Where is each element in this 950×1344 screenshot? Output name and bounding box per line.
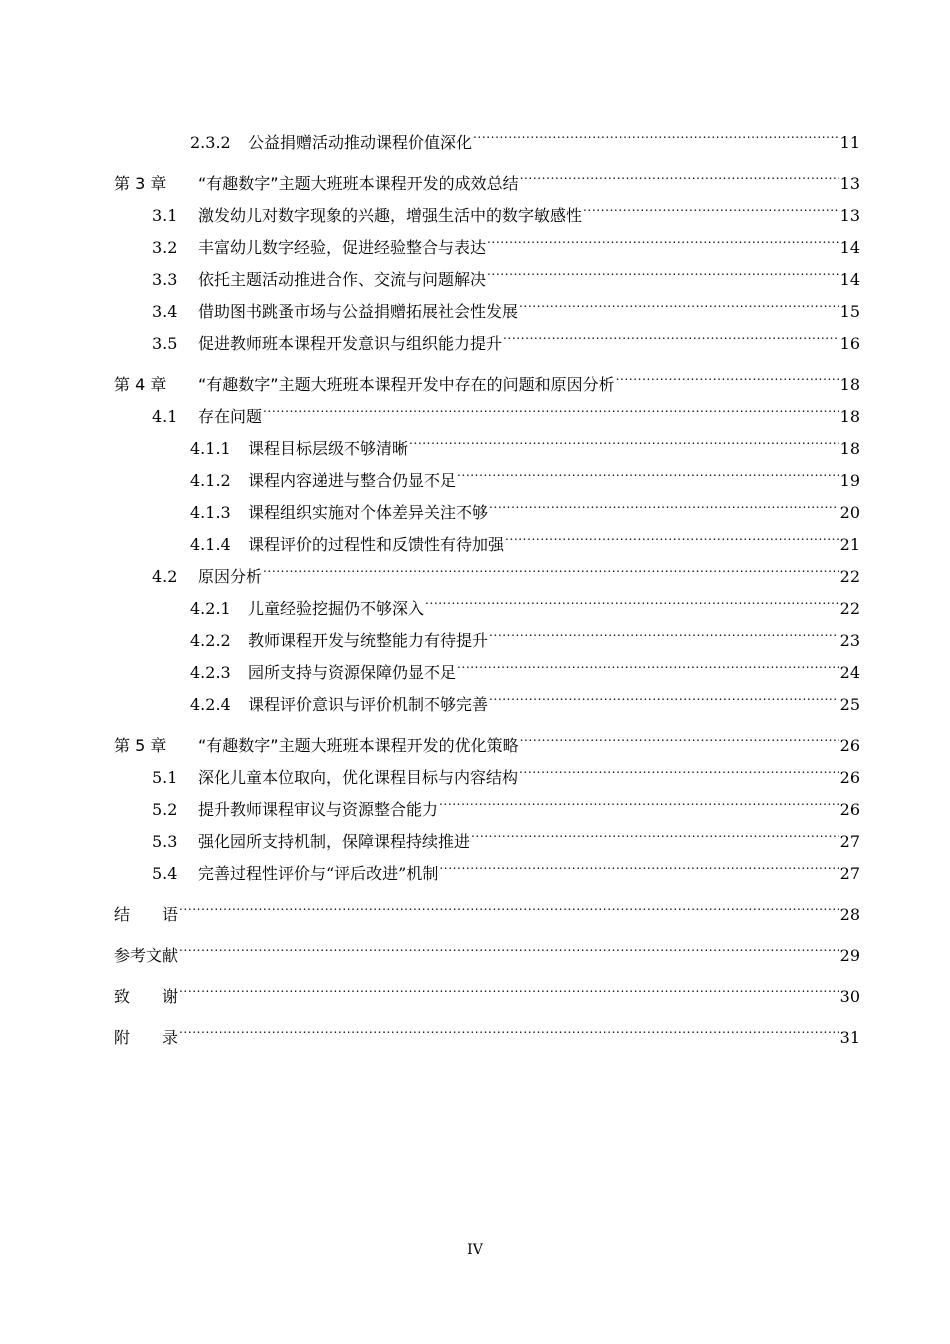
toc-entry-number: 4.1.1 [190,439,231,458]
toc-dot-leader [487,253,839,285]
toc-dot-leader [471,815,839,847]
toc-entry-number: 5.1 [152,768,178,787]
toc-entry-page: 22 [839,599,860,618]
toc-entry-number: 4.2.2 [190,631,231,650]
toc-entry-number: 4.1 [152,407,178,426]
toc-dot-leader [439,847,838,879]
toc-dot-leader [503,317,839,349]
toc-entry-page: 31 [839,1028,860,1047]
toc-entry-title: 参考文献 [114,946,179,965]
toc-entry-number: 3.2 [152,238,178,257]
toc-entry-title: 丰富幼儿数字经验，促进经验整合与表达 [198,238,487,257]
toc-entry-title: 强化园所支持机制，保障课程持续推进 [198,832,471,851]
toc-entry-page: 13 [839,174,860,193]
toc-entry-title: 深化儿童本位取向，优化课程目标与内容结构 [198,768,519,787]
toc-entry-number: 3.1 [152,206,178,225]
toc-entry-title: 提升教师课程审议与资源整合能力 [198,800,439,819]
toc-entry-title: 激发幼儿对数字现象的兴趣，增强生活中的数字敏感性 [198,206,583,225]
toc-entry-number: 4.2.1 [190,599,231,618]
toc-entry-number: 4.1.2 [190,471,231,490]
toc-entry-page: 25 [839,695,860,714]
toc-entry-number: 5.4 [152,864,178,883]
toc-dot-leader [263,550,839,582]
toc-entry-number: 4.1.4 [190,535,231,554]
toc-chapter-entry[interactable] [114,929,860,965]
toc-dot-leader [179,970,839,1002]
toc-dot-leader [179,929,839,961]
toc-entry-number: 3.5 [152,334,178,353]
toc-entry-title: 课程评价的过程性和反馈性有待加强 [248,535,505,554]
toc-dot-leader [487,221,839,253]
toc-entry-page: 11 [839,133,860,152]
toc-chapter-entry[interactable] [114,157,860,193]
toc-dot-leader [263,390,839,422]
toc-entry-number: 第 5 章 [114,736,167,755]
toc-entry-title: 儿童经验挖掘仍不够深入 [248,599,425,618]
toc-entry-number: 第 4 章 [114,375,167,394]
toc-entry-page: 29 [839,946,860,965]
toc-entry-title: 致 谢 [114,987,179,1006]
toc-dot-leader [179,1011,839,1043]
toc-entry-page: 21 [839,535,860,554]
toc-dot-leader [425,582,839,614]
toc-dot-leader [505,518,839,550]
toc-entry-title: 依托主题活动推进合作、交流与问题解决 [198,270,487,289]
toc-dot-leader [457,454,839,486]
toc-dot-leader [409,422,839,454]
toc-dot-leader [489,614,839,646]
toc-entry-title: 课程内容递进与整合仍显不足 [248,471,457,490]
toc-entry-page: 18 [839,439,860,458]
toc-entry-number: 4.2.4 [190,695,231,714]
toc-chapter-entry[interactable] [114,719,860,755]
toc-chapter-entry[interactable] [114,358,860,394]
toc-entry-page: 18 [839,375,860,394]
toc-section-entry[interactable] [114,116,860,152]
toc-entry-title: “有趣数字”主题大班班本课程开发中存在的问题和原因分析 [198,375,615,394]
toc-dot-leader [519,285,839,317]
toc-entry-page: 27 [839,864,860,883]
toc-entry-page: 22 [839,567,860,586]
toc-entry-title: 公益捐赠活动推动课程价值深化 [248,133,473,152]
toc-entry-title: 课程评价意识与评价机制不够完善 [248,695,489,714]
toc-entry-title: 附 录 [114,1028,179,1047]
toc-entry-page: 15 [839,302,860,321]
toc-entry-number: 4.2 [152,567,178,586]
toc-dot-leader [616,358,839,390]
toc-entry-page: 14 [839,238,860,257]
toc-entry-page: 30 [839,987,860,1006]
toc-entry-page: 28 [839,905,860,924]
toc-dot-leader [519,751,839,783]
toc-entry-number: 4.2.3 [190,663,231,682]
toc-dot-leader [439,783,839,815]
toc-entry-title: 园所支持与资源保障仍显不足 [248,663,457,682]
toc-entry-title: 借助图书跳蚤市场与公益捐赠拓展社会性发展 [198,302,519,321]
toc-entry-title: 存在问题 [198,407,263,426]
toc-entry-number: 第 3 章 [114,174,167,193]
toc-entry-number: 3.3 [152,270,178,289]
toc-entry-title: 教师课程开发与统整能力有待提升 [248,631,489,650]
toc-chapter-entry[interactable] [114,888,860,924]
toc-entry-number: 5.2 [152,800,178,819]
toc-entry-page: 13 [839,206,860,225]
toc-dot-leader [489,486,839,518]
toc-entry-title: “有趣数字”主题大班班本课程开发的成效总结 [198,174,519,193]
toc-entry-page: 16 [839,334,860,353]
toc-chapter-entry[interactable] [114,970,860,1006]
toc-entry-number: 2.3.2 [190,133,231,152]
toc-chapter-entry[interactable] [114,1011,860,1047]
toc-entry-page: 23 [839,631,860,650]
toc-dot-leader [583,189,839,221]
toc-dot-leader [457,646,839,678]
toc-dot-leader [179,888,839,920]
toc-entry-number: 3.4 [152,302,178,321]
toc-entry-title: 完善过程性评价与“评后改进”机制 [198,864,439,883]
toc-entry-page: 14 [839,270,860,289]
toc-entry-page: 18 [839,407,860,426]
toc-entry-page: 19 [839,471,860,490]
toc-dot-leader [473,116,839,148]
toc-entry-number: 4.1.3 [190,503,231,522]
toc-entry-title: “有趣数字”主题大班班本课程开发的优化策略 [198,736,519,755]
toc-entry-page: 20 [839,503,860,522]
toc-entry-title: 结 语 [114,905,179,924]
toc-entry-title: 原因分析 [198,567,263,586]
toc-entry-page: 26 [839,800,860,819]
toc-dot-leader [520,157,839,189]
page-number: IV [467,1242,483,1258]
toc-entry-title: 课程组织实施对个体差异关注不够 [248,503,489,522]
toc-dot-leader [489,678,839,710]
toc-dot-leader [520,719,839,751]
toc-entry-number: 5.3 [152,832,178,851]
toc-entry-title: 课程目标层级不够清晰 [248,439,409,458]
toc-entry-page: 24 [839,663,860,682]
table-of-contents [114,116,860,1047]
toc-entry-page: 26 [839,736,860,755]
toc-entry-title: 促进教师班本课程开发意识与组织能力提升 [198,334,503,353]
toc-entry-page: 26 [839,768,860,787]
toc-entry-page: 27 [839,832,860,851]
